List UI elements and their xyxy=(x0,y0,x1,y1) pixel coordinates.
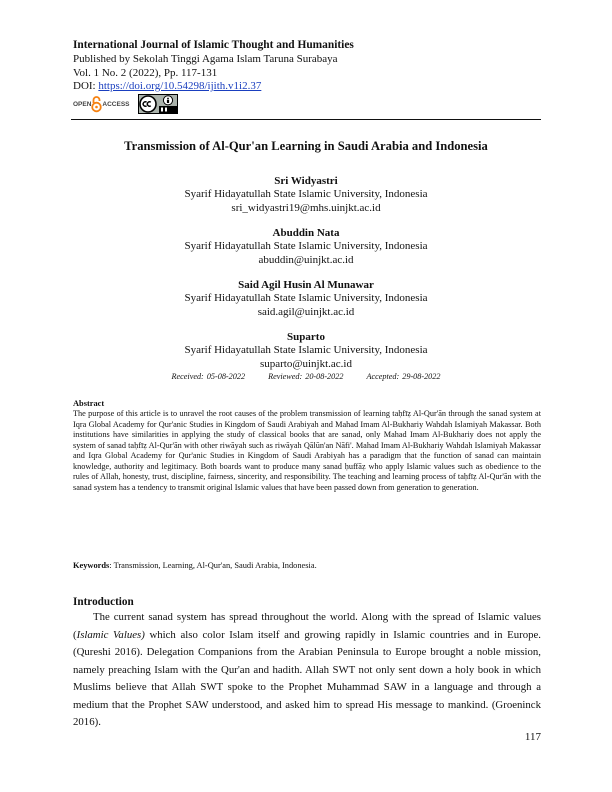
intro-text-start: The current sanad system has spread throughout the world. Along with the spread of Islamic values ( xyxy=(73,611,541,641)
open-access-badge xyxy=(73,95,130,113)
open-access-text-access: ACCESS xyxy=(102,100,130,108)
author-name: Said Agil Husin Al Munawar xyxy=(238,279,374,291)
author-block xyxy=(71,279,541,319)
open-access-text-open: OPEN xyxy=(73,100,92,108)
license-badges xyxy=(73,93,178,115)
reviewed-date: Reviewed: 20-08-2022 xyxy=(268,372,344,381)
intro-text-end: which also color Islam itself and growing rapidly in Islamic countries and in Europe. (Qureshi 2016). Delegation Companions from the Arabian Peninsula to Europe brought a noble mission, namely preaching Islam with the Qur'an and hadith. Allah SWT not only sent down a holy book in which Muslims believe that Allah SWT spoke to the Prophet Muhammad SAW in a language and through a medium that the Prophet SAW understood, and asked him to spread His message to mankind. (Groeninck 2016). xyxy=(73,628,541,728)
author-block xyxy=(71,175,541,215)
abstract-text: The purpose of this article is to unravel the root causes of the problem transmission of learning taḥfīẓ Al-Qur'ān through the sanad system at Iqra Global Academy for Qur'anic Studies in Kingdom of Saudi Arabiyah and Mahad Imam Al-Bukhariy Wahdah Islamiyah Makassar. Both institutions have similarities in applying the study of classical books that are sanad, only Mahad Imam Al-Bukhariy does not apply the system of sanad taḥfīẓ Al-Qur'ān with other riwāyah such as riwāyah Qālūn'an Nāfi'. Mahad Imam Al-Bukhariy Wahdah Islamiyah Makassar and Iqra Global Academy for Qur'anic Studies in Kingdom of Saudi Arabiyah has a paradigm that the function of sanad can maintain knowledge, authority and legitimacy. Both boards want to produce many sanad ḥuffāẓ who apply Islamic values such as obedience to the rules of Allah, honesty, trust, discipline, fairness, sincerity, and responsibility. The teaching and learning process of taḥfīẓ Al-Qur'ān with the sanad system has a tendency to transmit original Islamic values that have been passed down from generation to generation. xyxy=(73,409,541,492)
introduction-heading: Introduction xyxy=(73,596,134,608)
author-block xyxy=(71,227,541,267)
author-block xyxy=(71,331,541,371)
page-number: 117 xyxy=(524,731,541,743)
author-affiliation: Syarif Hidayatullah State Islamic University, Indonesia xyxy=(184,344,428,356)
keywords-line xyxy=(73,561,541,570)
author-email[interactable]: sri_widyastri19@mhs.uinjkt.ac.id xyxy=(231,201,381,214)
intro-text-italic: Islamic Values) xyxy=(76,628,145,641)
header-rule xyxy=(71,119,541,120)
author-name: Suparto xyxy=(287,331,325,343)
publisher-line: Published by Sekolah Tinggi Agama Islam Taruna Surabaya xyxy=(73,53,338,65)
paper-title: Transmission of Al-Qur'an Learning in Saudi Arabia and Indonesia xyxy=(124,139,488,153)
introduction-paragraph xyxy=(73,609,541,732)
abstract-heading: Abstract xyxy=(73,399,105,408)
author-list xyxy=(71,175,541,383)
doi-label: DOI: xyxy=(73,80,99,92)
journal-header xyxy=(73,38,543,94)
accepted-date: Accepted: 29-08-2022 xyxy=(366,372,441,381)
author-name: Abuddin Nata xyxy=(272,227,340,239)
keywords-label: Keywords xyxy=(73,561,110,570)
submission-dates xyxy=(71,372,541,381)
keywords-text: : Transmission, Learning, Al-Qur'an, Saudi Arabia, Indonesia. xyxy=(109,561,317,570)
author-email[interactable]: abuddin@uinjkt.ac.id xyxy=(258,253,354,266)
author-email[interactable]: suparto@uinjkt.ac.id xyxy=(259,357,352,370)
author-affiliation: Syarif Hidayatullah State Islamic University, Indonesia xyxy=(184,188,428,200)
abstract-section xyxy=(73,398,541,493)
volume-line: Vol. 1 No. 2 (2022), Pp. 117-131 xyxy=(73,66,218,79)
author-name: Sri Widyastri xyxy=(274,175,338,187)
author-email[interactable]: said.agil@uinjkt.ac.id xyxy=(257,305,355,318)
author-affiliation: Syarif Hidayatullah State Islamic University, Indonesia xyxy=(184,240,428,252)
open-access-lock-icon xyxy=(91,95,102,113)
creative-commons-by-icon[interactable] xyxy=(138,94,178,114)
introduction-section xyxy=(73,595,541,732)
author-affiliation: Syarif Hidayatullah State Islamic University, Indonesia xyxy=(184,292,428,304)
received-date: Received: 05-08-2022 xyxy=(171,372,246,381)
doi-line xyxy=(73,80,543,94)
journal-title: International Journal of Islamic Thought and Humanities xyxy=(73,39,354,51)
doi-link[interactable]: https://doi.org/10.54298/ijith.v1i2.37 xyxy=(98,80,262,92)
